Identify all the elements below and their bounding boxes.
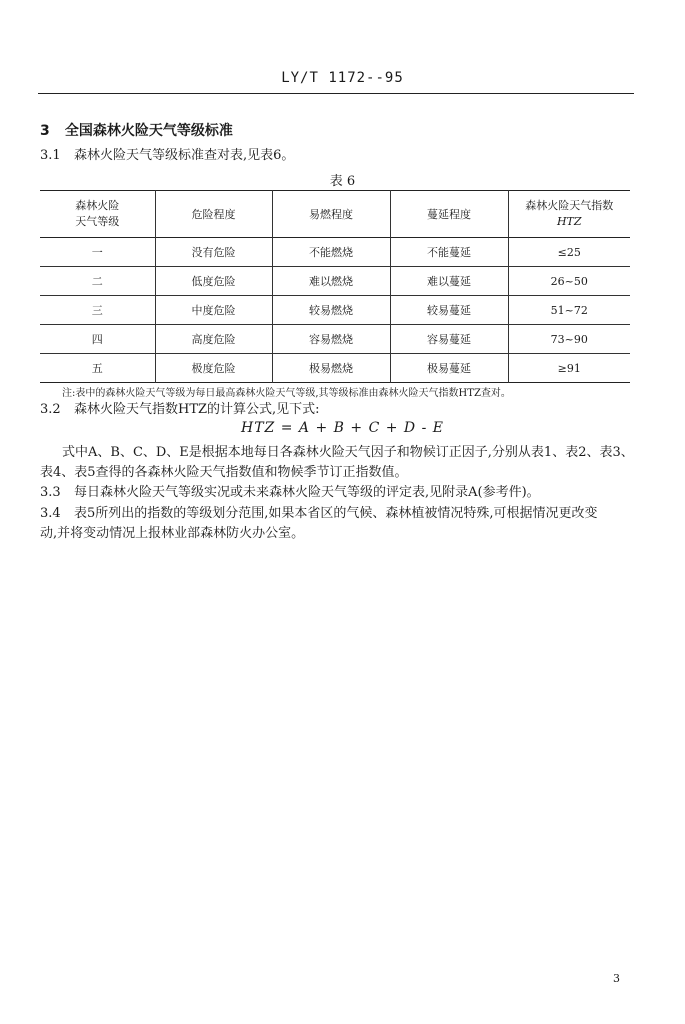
cell-grade: 五 <box>40 354 155 383</box>
table-note: 注:表中的森林火险天气等级为每日最高森林火险天气等级,其等级标准由森林火险天气指数HTZ查对。 <box>62 388 511 399</box>
clause-3-3 <box>40 483 540 503</box>
cell-spread: 较易蔓延 <box>390 296 508 325</box>
cell-index: 26~50 <box>550 274 588 288</box>
clause-number: 3.4 <box>40 506 61 521</box>
formula-explanation-line1: 式中A、B、C、D、E是根据本地每日各森林火险天气因子和物候订正因子,分别从表1、表2、表3、 <box>62 445 634 460</box>
table-row <box>40 325 630 354</box>
clause-number: 3.1 <box>40 148 61 163</box>
header-grade: 森林火险 天气等级 <box>40 191 155 238</box>
table-row <box>40 267 630 296</box>
htz-formula: HTZ = A + B + C + D - E <box>241 420 444 436</box>
formula-explanation-line2: 表4、表5查得的各森林火险天气指数值和物候季节订正指数值。 <box>40 465 408 480</box>
cell-grade: 三 <box>40 296 155 325</box>
cell-ignition: 极易燃烧 <box>272 354 390 383</box>
fire-danger-grade-table <box>40 190 630 383</box>
cell-danger: 高度危险 <box>155 325 272 354</box>
table-row <box>40 238 630 267</box>
standard-code: LY/T 1172--95 <box>281 70 404 86</box>
cell-grade: 二 <box>40 267 155 296</box>
clause-text: 表5所列出的指数的等级划分范围,如果本省区的气候、森林植被情况特殊,可根据情况更改变 <box>74 506 598 521</box>
clause-text: 森林火险天气指数HTZ的计算公式,见下式: <box>74 402 320 417</box>
header-danger: 危险程度 <box>155 191 272 238</box>
clause-3-2 <box>40 400 320 420</box>
cell-spread: 不能蔓延 <box>390 238 508 267</box>
cell-ignition: 不能燃烧 <box>272 238 390 267</box>
table-row <box>40 354 630 383</box>
cell-spread: 容易蔓延 <box>390 325 508 354</box>
clause-3-4-continuation: 动,并将变动情况上报林业部森林防火办公室。 <box>40 526 305 541</box>
cell-danger: 极度危险 <box>155 354 272 383</box>
section-heading <box>40 120 233 140</box>
cell-index: 73~90 <box>550 332 588 346</box>
clause-text: 每日森林火险天气等级实况或未来森林火险天气等级的评定表,见附录A(参考件)。 <box>74 485 540 500</box>
header-ignition: 易燃程度 <box>272 191 390 238</box>
cell-danger: 低度危险 <box>155 267 272 296</box>
table-caption: 表 6 <box>329 174 356 189</box>
cell-index: ≤25 <box>557 245 581 259</box>
cell-danger: 中度危险 <box>155 296 272 325</box>
cell-index: ≥91 <box>557 361 581 375</box>
clause-3-4 <box>40 504 598 524</box>
table-header-row <box>40 191 630 238</box>
cell-grade: 一 <box>40 238 155 267</box>
cell-ignition: 难以燃烧 <box>272 267 390 296</box>
header-spread: 蔓延程度 <box>390 191 508 238</box>
section-number: 3 <box>40 123 50 139</box>
cell-ignition: 容易燃烧 <box>272 325 390 354</box>
page-number: 3 <box>613 972 620 985</box>
cell-index: 51~72 <box>550 303 588 317</box>
cell-spread: 难以蔓延 <box>390 267 508 296</box>
header-index: 森林火险天气指数 HTZ <box>525 199 614 228</box>
cell-spread: 极易蔓延 <box>390 354 508 383</box>
clause-number: 3.2 <box>40 402 61 417</box>
table-row <box>40 296 630 325</box>
header-rule <box>38 93 634 94</box>
clause-number: 3.3 <box>40 485 61 500</box>
clause-text: 森林火险天气等级标准查对表,见表6。 <box>74 148 295 163</box>
clause-3-1 <box>40 146 294 166</box>
cell-danger: 没有危险 <box>155 238 272 267</box>
cell-grade: 四 <box>40 325 155 354</box>
section-title: 全国森林火险天气等级标准 <box>64 123 233 139</box>
cell-ignition: 较易燃烧 <box>272 296 390 325</box>
